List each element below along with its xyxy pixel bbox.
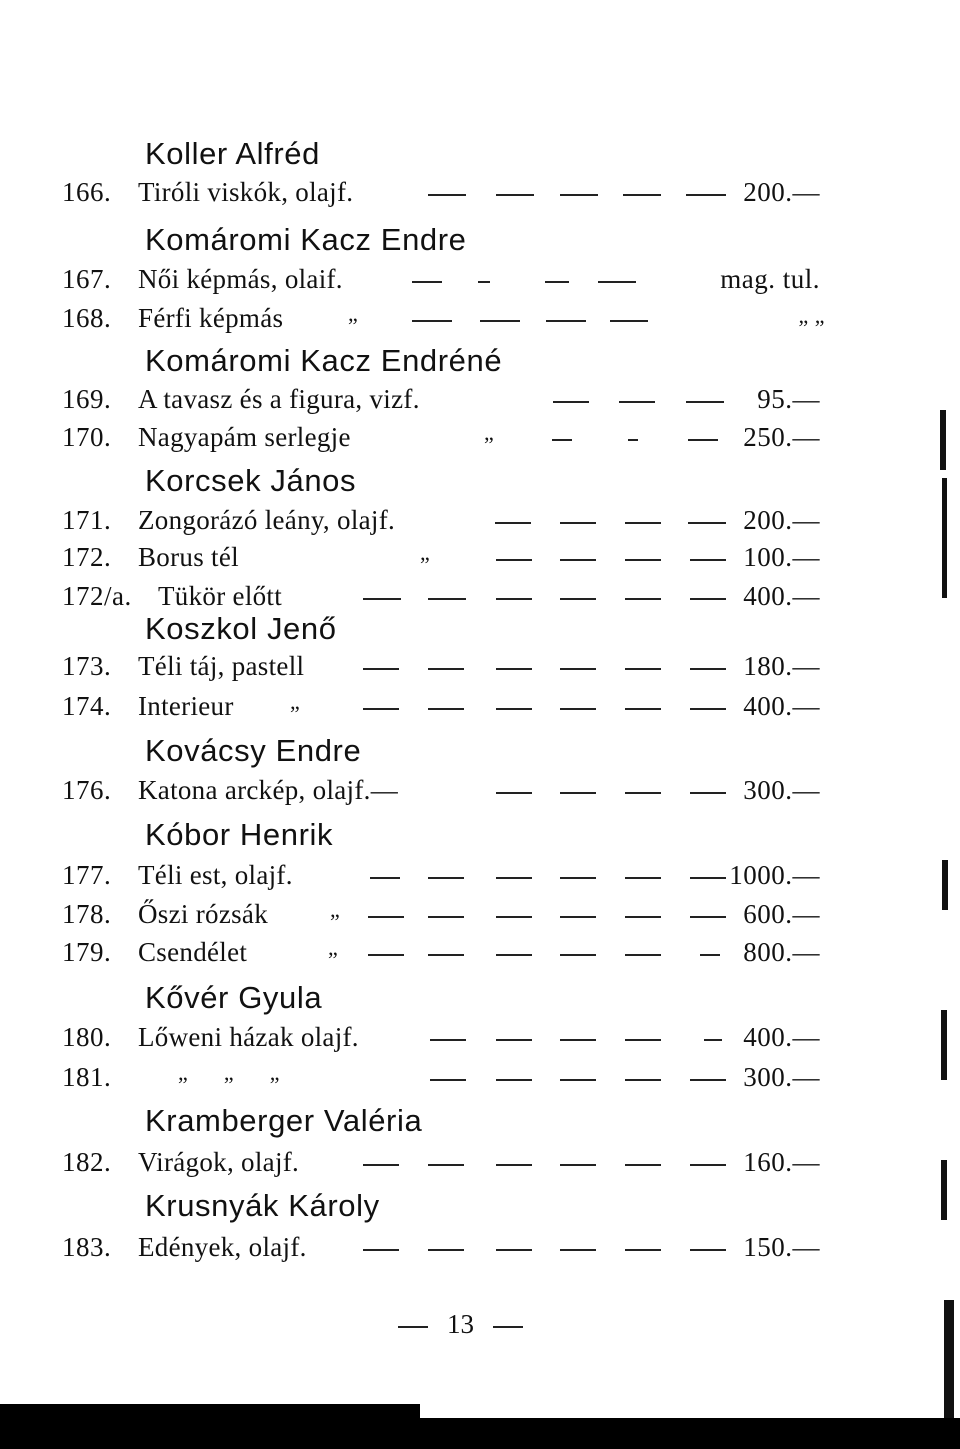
entry-number: 180.: [62, 1022, 112, 1052]
leader-dash: [480, 320, 520, 322]
entry-price: 800.—: [743, 937, 820, 967]
catalog-entry: [0, 578, 960, 614]
scan-edge-mark: [940, 410, 946, 470]
leader-dash: [428, 598, 466, 600]
leader-dash: [430, 1079, 466, 1081]
catalog-entry: [0, 648, 960, 684]
artist-name: Kóbor Henrik: [145, 817, 334, 852]
entry-price: 180.—: [743, 651, 820, 681]
leader-dash: [690, 668, 726, 670]
leader-dash: [552, 439, 572, 441]
entry-title: Interieur: [138, 691, 234, 721]
ditto-mark: „: [348, 301, 358, 326]
leader-dash: [704, 1039, 722, 1041]
leader-dash: [690, 598, 726, 600]
entry-title: Edények, olajf.: [138, 1232, 307, 1262]
entry-price: „ „: [798, 303, 825, 328]
entry-price: 100.—: [743, 542, 820, 572]
catalog-entry: [0, 1144, 960, 1180]
leader-dash: [546, 320, 586, 322]
leader-dash: [496, 1039, 532, 1041]
leader-dash: [625, 1249, 661, 1251]
leader-dash: [688, 439, 718, 441]
entry-title: Borus tél: [138, 542, 239, 572]
entry-number: 176.: [62, 775, 112, 805]
entry-title: Csendélet: [138, 937, 248, 967]
leader-dash: [368, 916, 404, 918]
leader-dash: [496, 1249, 532, 1251]
catalog-entry: [0, 1059, 960, 1095]
leader-dash: [496, 598, 532, 600]
leader-dash: [363, 598, 401, 600]
leader-dash: [690, 916, 726, 918]
leader-dash: [690, 559, 726, 561]
leader-dash: [690, 792, 726, 794]
leader-dash: [363, 1249, 399, 1251]
leader-dash: [625, 598, 661, 600]
leader-dash: [363, 708, 399, 710]
entry-price: 1000.—: [729, 860, 820, 890]
leader-dash: [690, 877, 726, 879]
leader-dash: [495, 522, 531, 524]
leader-dash: [493, 1326, 523, 1328]
leader-dash: [428, 668, 464, 670]
entry-title: Virágok, olajf.: [138, 1147, 300, 1177]
entry-price: 600.—: [743, 899, 820, 929]
leader-dash: [428, 954, 464, 956]
leader-dash: [560, 792, 596, 794]
artist-name: Komáromi Kacz Endre: [145, 222, 467, 257]
entry-number: 167.: [62, 264, 112, 294]
entry-price: 400.—: [743, 691, 820, 721]
leader-dash: [560, 916, 596, 918]
artist-name: Komáromi Kacz Endréné: [145, 343, 503, 378]
leader-dash: [688, 522, 726, 524]
catalog-entry: [0, 419, 960, 455]
leader-dash: [496, 559, 532, 561]
entry-title: Őszi rózsák: [138, 899, 269, 929]
leader-dash: [560, 559, 596, 561]
catalog-entry: [0, 174, 960, 210]
scan-edge-mark: [941, 1010, 947, 1080]
leader-dash: [560, 877, 596, 879]
entry-number: 182.: [62, 1147, 112, 1177]
leader-dash: [428, 877, 464, 879]
leader-dash: [560, 522, 596, 524]
entry-number: 172/a.: [62, 581, 132, 611]
leader-dash: [560, 1079, 596, 1081]
leader-dash: [560, 1039, 596, 1041]
entry-number: 183.: [62, 1232, 112, 1262]
leader-dash: [496, 792, 532, 794]
entry-price: 250.—: [743, 422, 820, 452]
entry-price: mag. tul.: [720, 264, 820, 294]
leader-dash: [560, 708, 596, 710]
leader-dash: [560, 194, 598, 196]
page-number: 13: [447, 1309, 474, 1339]
leader-dash: [690, 1164, 726, 1166]
ditto-mark: „: [484, 420, 494, 445]
leader-dash: [625, 1164, 661, 1166]
leader-dash: [625, 708, 661, 710]
leader-dash: [370, 877, 400, 879]
catalog-entry: [0, 857, 960, 893]
entry-number: 172.: [62, 542, 112, 572]
entry-number: 166.: [62, 177, 112, 207]
leader-dash: [496, 1164, 532, 1166]
entry-title: Férfi képmás: [138, 303, 284, 333]
leader-dash: [625, 916, 661, 918]
entry-title: Nagyapám serlegje: [138, 422, 351, 452]
entry-title: A tavasz és a figura, vizf.: [138, 384, 420, 414]
entry-number: 177.: [62, 860, 112, 890]
entry-price: 400.—: [743, 1022, 820, 1052]
leader-dash: [598, 281, 636, 283]
catalog-entry: [0, 261, 960, 297]
leader-dash: [496, 877, 532, 879]
entry-number: 173.: [62, 651, 112, 681]
leader-dash: [625, 1079, 661, 1081]
entry-number: 178.: [62, 899, 112, 929]
entry-number: 170.: [62, 422, 112, 452]
entry-price: 150.—: [743, 1232, 820, 1262]
leader-dash: [428, 1249, 464, 1251]
entry-price: 95.—: [757, 384, 820, 414]
page-number-line: [0, 1306, 960, 1342]
leader-dash: [625, 792, 661, 794]
leader-dash: [686, 401, 724, 403]
entry-title: Tükör előtt: [158, 581, 283, 611]
leader-dash: [619, 401, 655, 403]
leader-dash: [496, 954, 532, 956]
scan-edge-mark: [941, 1160, 947, 1220]
leader-dash: [625, 954, 661, 956]
leader-dash: [428, 708, 464, 710]
leader-dash: [625, 668, 661, 670]
entry-number: 169.: [62, 384, 112, 414]
artist-name: Koszkol Jenő: [145, 611, 337, 646]
entry-price: 300.—: [743, 775, 820, 805]
entry-title: Lőweni házak olajf.: [138, 1022, 359, 1052]
artist-name: Kovácsy Endre: [145, 733, 362, 768]
leader-dash: [368, 954, 404, 956]
catalog-entry: [0, 300, 960, 336]
entry-title: Téli táj, pastell: [138, 651, 305, 681]
leader-dash: [398, 1326, 428, 1328]
artist-name: Krusnyák Károly: [145, 1188, 380, 1223]
catalog-entry: [0, 1229, 960, 1265]
catalog-entry: [0, 502, 960, 538]
artist-name: Koller Alfréd: [145, 136, 320, 171]
leader-dash: [412, 320, 452, 322]
artist-name: Kramberger Valéria: [145, 1103, 423, 1138]
entry-price: 200.—: [743, 505, 820, 535]
ditto-mark: „: [330, 897, 340, 922]
catalog-entry: [0, 539, 960, 575]
leader-dash: [496, 194, 534, 196]
leader-dash: [412, 281, 442, 283]
leader-dash: [496, 668, 532, 670]
leader-dash: [700, 954, 720, 956]
entry-title: „ „ „: [178, 1060, 280, 1085]
leader-dash: [560, 954, 596, 956]
leader-dash: [430, 1039, 466, 1041]
entry-title: Zongorázó leány, olajf.: [138, 505, 396, 535]
leader-dash: [560, 1249, 596, 1251]
entry-number: 181.: [62, 1062, 112, 1092]
leader-dash: [428, 1164, 464, 1166]
leader-dash: [478, 281, 490, 283]
artist-name: Korcsek János: [145, 463, 357, 498]
catalog-entry: [0, 896, 960, 932]
leader-dash: [496, 1079, 532, 1081]
leader-dash: [363, 1164, 399, 1166]
entry-number: 174.: [62, 691, 112, 721]
leader-dash: [690, 708, 726, 710]
entry-title: Tiróli viskók, olajf.: [138, 177, 354, 207]
leader-dash: [625, 522, 661, 524]
leader-dash: [496, 916, 532, 918]
entry-price: 300.—: [743, 1062, 820, 1092]
entry-number: 171.: [62, 505, 112, 535]
leader-dash: [625, 1039, 661, 1041]
leader-dash: [496, 708, 532, 710]
leader-dash: [553, 401, 589, 403]
scan-edge-mark: [942, 860, 948, 910]
leader-dash: [625, 559, 661, 561]
entry-title: Katona arckép, olajf.—: [138, 775, 398, 805]
leader-dash: [560, 1164, 596, 1166]
scan-bottom-shadow: [0, 1404, 420, 1418]
leader-dash: [560, 668, 596, 670]
entry-title: Téli est, olajf.: [138, 860, 293, 890]
entry-price: 400.—: [743, 581, 820, 611]
leader-dash: [610, 320, 648, 322]
leader-dash: [560, 598, 596, 600]
leader-dash: [625, 877, 661, 879]
ditto-mark: „: [420, 540, 430, 565]
scan-edge-mark: [942, 478, 947, 598]
catalog-entry: [0, 934, 960, 970]
ditto-mark: „: [328, 935, 338, 960]
leader-dash: [623, 194, 661, 196]
catalog-entry: [0, 1019, 960, 1055]
leader-dash: [363, 668, 399, 670]
leader-dash: [690, 1079, 726, 1081]
leader-dash: [690, 1249, 726, 1251]
entry-title: Női képmás, olaif.: [138, 264, 343, 294]
catalog-entry: [0, 688, 960, 724]
leader-dash: [428, 194, 466, 196]
catalog-entry: [0, 381, 960, 417]
scan-bottom-shadow: [0, 1418, 960, 1449]
entry-number: 168.: [62, 303, 112, 333]
entry-price: 160.—: [743, 1147, 820, 1177]
artist-name: Kővér Gyula: [145, 980, 323, 1015]
leader-dash: [686, 194, 726, 196]
leader-dash: [628, 439, 638, 441]
entry-number: 179.: [62, 937, 112, 967]
leader-dash: [428, 916, 464, 918]
entry-price: 200.—: [743, 177, 820, 207]
ditto-mark: „: [290, 689, 300, 714]
leader-dash: [545, 281, 569, 283]
catalog-entry: [0, 772, 960, 808]
